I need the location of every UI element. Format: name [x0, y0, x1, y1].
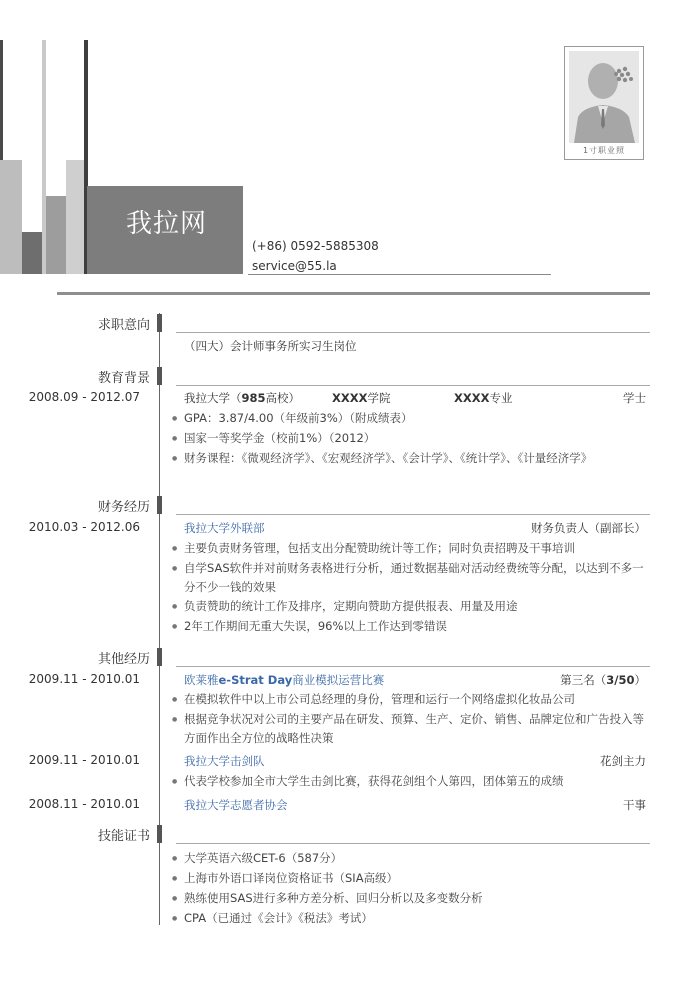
list-item: ● 国家一等奖学金（校前1%）（2012）	[172, 429, 648, 448]
list-item: ● 财务课程：《微观经济学》、《宏观经济学》、《会计学》、《统计学》、《计量经济学》	[172, 449, 648, 468]
role-title: 花剑主力	[600, 754, 646, 768]
photo-caption: 1寸职业照	[582, 146, 626, 155]
section-title-finance: 财务经历	[97, 500, 150, 515]
section-marker	[157, 314, 162, 332]
major-name: XXXX专业	[454, 391, 513, 405]
objective-text: （四大）会计师事务所实习生岗位	[184, 339, 357, 353]
person-silhouette-icon	[569, 51, 639, 143]
list-item: ● 大学英语六级CET-6（587分）	[172, 849, 648, 868]
candidate-name: 我拉网	[126, 209, 208, 239]
college-name: XXXX学院	[332, 391, 391, 405]
list-item: ● 2年工作期间无重大失误，96%以上工作达到零错误	[172, 617, 648, 636]
section-rule	[176, 666, 650, 667]
degree: 学士	[623, 391, 646, 405]
phone-number: (+86) 0592-5885308	[252, 239, 379, 253]
section-marker	[157, 496, 162, 514]
section-rule	[176, 385, 650, 386]
section-rule	[176, 843, 650, 844]
section-title-skills: 技能证书	[97, 829, 150, 844]
organization-name: 我拉大学击剑队	[184, 754, 265, 768]
list-item: ● 熟练使用SAS进行多种方差分析、回归分析以及多变数分析	[172, 889, 648, 908]
organization-name: 我拉大学外联部	[184, 521, 265, 535]
experience-date: 2009.11 - 2010.01	[28, 672, 140, 686]
experience-header	[184, 672, 646, 688]
list-item: ● 负责赞助的统计工作及排序，定期向赞助方提供报表、用量及用途	[172, 597, 648, 616]
list-item: ● CPA（已通过《会计》《税法》考试）	[172, 909, 648, 928]
section-marker	[157, 825, 162, 843]
profile-photo	[564, 46, 644, 160]
list-item: ● 上海市外语口译岗位资格证书（SIA高级）	[172, 869, 648, 888]
section-title-other: 其他经历	[97, 652, 150, 667]
section-rule	[176, 332, 650, 333]
section-marker	[157, 367, 162, 385]
list-item: ● 根据竞争状况对公司的主要产品在研发、预算、生产、定价、销售、品牌定位和广告投入等方面作出全方位的战略性决策	[172, 710, 648, 748]
education-date: 2008.09 - 2012.07	[28, 390, 140, 404]
section-rule	[176, 514, 650, 515]
finance-header	[184, 520, 646, 536]
experience-date: 2008.11 - 2010.01	[28, 797, 140, 811]
organization-name: 欧莱雅e-Strat Day商业模拟运营比赛	[184, 673, 385, 687]
experience-header	[184, 797, 646, 813]
avatar-placeholder	[569, 51, 639, 143]
organization-name: 我拉大学志愿者协会	[184, 798, 288, 812]
education-header	[184, 390, 646, 406]
role-title: 第三名（3/50）	[560, 673, 646, 687]
list-item: ● 在模拟软件中以上市公司总经理的身份，管理和运行一个网络虚拟化妆品公司	[172, 690, 648, 709]
section-marker	[157, 648, 162, 666]
header-rule	[57, 292, 650, 295]
list-item: ● GPA：3.87/4.00（年级前3%）（附成绩表）	[172, 409, 648, 428]
contact-divider	[248, 274, 551, 275]
email-address: service@55.la	[252, 259, 337, 273]
list-item: ● 自学SAS软件并对前财务表格进行分析，通过数据基础对活动经费统等分配，以达到不多一分不少一钱的效果	[172, 559, 648, 597]
list-item: ● 主要负责财务管理，包括支出分配赞助统计等工作；同时负责招聘及干事培训	[172, 539, 648, 558]
section-title-objective: 求职意向	[97, 318, 150, 333]
experience-header	[184, 753, 646, 769]
experience-date: 2009.11 - 2010.01	[28, 753, 140, 767]
section-title-education: 教育背景	[97, 371, 150, 386]
role-title: 财务负责人（副部长）	[531, 521, 646, 535]
role-title: 干事	[623, 798, 646, 812]
list-item: ● 代表学校参加全市大学生击剑比赛，获得花剑组个人第四，团体第五的成绩	[172, 772, 648, 791]
school-name: 我拉大学（985高校）	[184, 391, 301, 405]
finance-date: 2010.03 - 2012.06	[28, 520, 140, 534]
